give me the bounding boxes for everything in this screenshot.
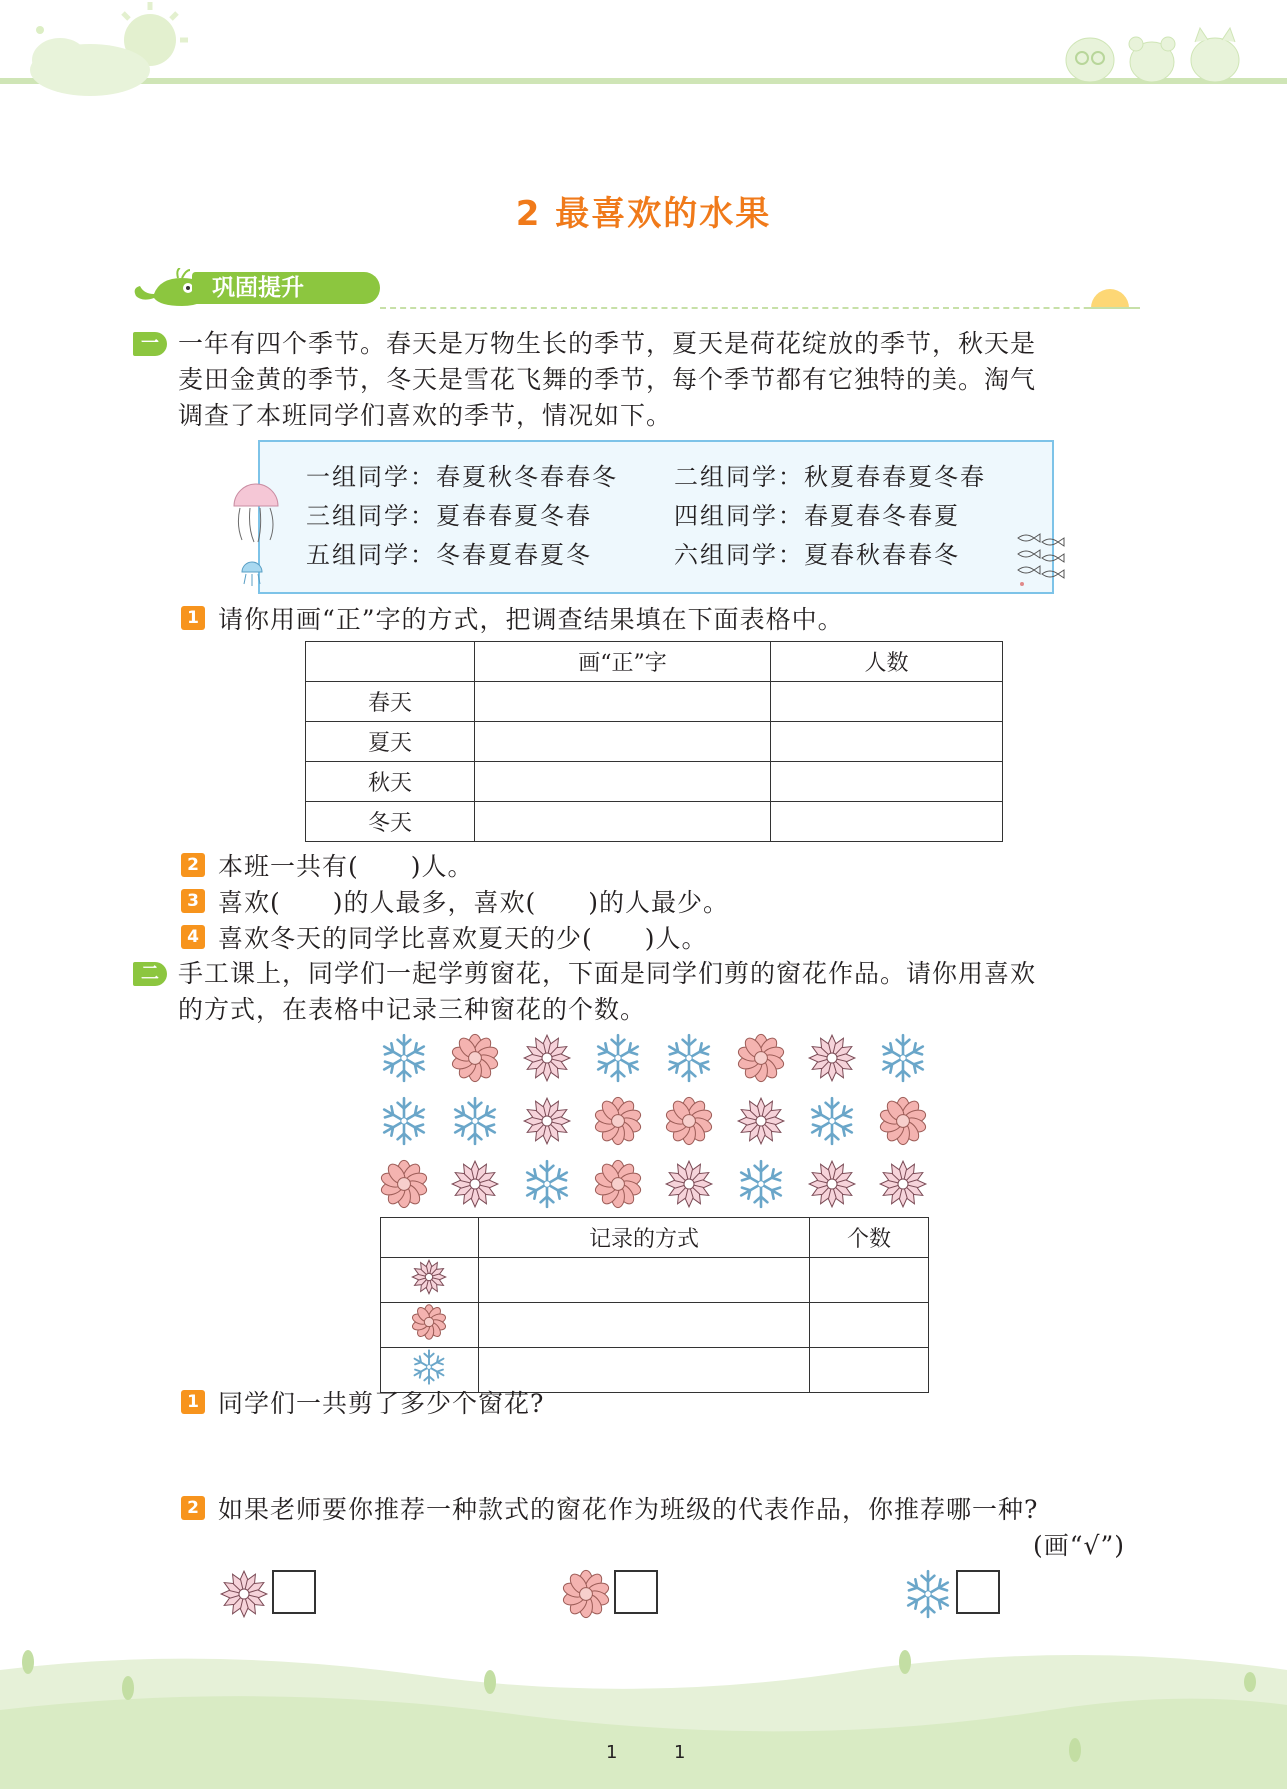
- recommend-star-checkbox[interactable]: [272, 1570, 316, 1614]
- count-cell[interactable]: [771, 802, 1003, 842]
- snowflake-paper-cut-icon: [410, 1348, 450, 1386]
- petal-paper-cut-icon: [410, 1303, 450, 1341]
- star-paper-cut-icon: [663, 1158, 715, 1210]
- question-number-badge: 2: [181, 1496, 205, 1520]
- snowflake-paper-cut-icon: [521, 1158, 573, 1210]
- part-two-marker: 二: [133, 962, 167, 986]
- question-number-badge: 4: [181, 925, 205, 949]
- star-paper-cut-icon: [521, 1095, 573, 1147]
- table-header-count: 个数: [810, 1218, 929, 1258]
- count-cell[interactable]: [771, 722, 1003, 762]
- sunset-icon: [1085, 280, 1135, 312]
- star-paper-cut-icon: [218, 1568, 270, 1620]
- animal-faces-decoration: [1060, 20, 1260, 90]
- snowflake-paper-cut-icon: [449, 1095, 501, 1147]
- survey-results-box: [258, 440, 1054, 594]
- survey-group-5: 五组同学：冬春夏春夏冬: [306, 541, 592, 569]
- table-row: [381, 1258, 929, 1303]
- snowflake-paper-cut-icon: [877, 1032, 929, 1084]
- petal-paper-cut-icon: [735, 1032, 787, 1084]
- season-label: 春天: [306, 682, 475, 722]
- question-number-badge: 3: [181, 889, 205, 913]
- survey-group-1: 一组同学：春夏秋冬春春冬: [306, 463, 618, 491]
- table-row: [306, 762, 1003, 802]
- tally-cell[interactable]: [475, 802, 771, 842]
- table-header-blank: [381, 1218, 479, 1258]
- question-4-text: 喜欢冬天的同学比喜欢夏天的少( )人。: [218, 924, 708, 953]
- footer-hills-decoration: [0, 1640, 1287, 1789]
- tally-cell[interactable]: [475, 722, 771, 762]
- snowflake-paper-cut-icon: [806, 1095, 858, 1147]
- question-3-text: 喜欢( )的人最多，喜欢( )的人最少。: [218, 888, 730, 917]
- paper-cut-question-1: 同学们一共剪了多少个窗花?: [218, 1389, 545, 1418]
- part-one-marker: 一: [133, 332, 167, 356]
- paper-cut-record-table: [380, 1217, 929, 1393]
- snowflake-paper-cut-icon: [592, 1032, 644, 1084]
- check-mark-hint: (画“√”): [1033, 1531, 1125, 1560]
- count-cell[interactable]: [810, 1348, 929, 1393]
- snowflake-paper-cut-icon: [378, 1095, 430, 1147]
- paper-cut-question-2: 如果老师要你推荐一种款式的窗花作为班级的代表作品，你推荐哪一种?: [218, 1495, 1039, 1524]
- table-header-tally: 画“正”字: [475, 642, 771, 682]
- count-cell[interactable]: [810, 1303, 929, 1348]
- tally-cell[interactable]: [475, 682, 771, 722]
- table-row: [306, 722, 1003, 762]
- question-number-badge: 1: [181, 606, 205, 630]
- method-cell[interactable]: [479, 1258, 810, 1303]
- snowflake-paper-cut-icon: [735, 1158, 787, 1210]
- count-cell[interactable]: [771, 762, 1003, 802]
- question-number-badge: 1: [181, 1390, 205, 1414]
- count-cell[interactable]: [810, 1258, 929, 1303]
- table-header-count: 人数: [771, 642, 1003, 682]
- star-paper-cut-icon: [877, 1158, 929, 1210]
- table-header-blank: [306, 642, 475, 682]
- star-paper-cut-icon: [735, 1095, 787, 1147]
- star-paper-cut-icon: [521, 1032, 573, 1084]
- sun-cloud-decoration: [0, 0, 220, 110]
- petal-paper-cut-icon: [877, 1095, 929, 1147]
- snowflake-paper-cut-icon: [378, 1032, 430, 1084]
- petal-paper-cut-icon: [592, 1095, 644, 1147]
- paragraph-line: 调查了本班同学们喜欢的季节，情况如下。: [178, 401, 673, 430]
- part-two-paragraph: [178, 956, 1138, 1028]
- table-row: [381, 1303, 929, 1348]
- petal-paper-cut-icon: [378, 1158, 430, 1210]
- survey-group-3: 三组同学：夏春春夏冬春: [306, 502, 592, 530]
- petal-paper-cut-icon: [560, 1568, 612, 1620]
- star-paper-cut-icon: [806, 1158, 858, 1210]
- question-1-text: 请你用画“正”字的方式，把调查结果填在下面表格中。: [218, 605, 844, 634]
- recommend-snowflake-checkbox[interactable]: [956, 1570, 1000, 1614]
- petal-paper-cut-icon: [592, 1158, 644, 1210]
- row-icon-cell: [381, 1303, 479, 1348]
- fish-school-icon: [1012, 532, 1082, 594]
- petal-paper-cut-icon: [663, 1095, 715, 1147]
- paragraph-line: 一年有四个季节。春天是万物生长的季节，夏天是荷花绽放的季节，秋天是: [178, 329, 1037, 358]
- section-label-text: 巩固提升: [192, 272, 380, 304]
- survey-group-2: 二组同学：秋夏春春夏冬春: [674, 463, 986, 491]
- jellyfish-icon: [228, 480, 288, 590]
- count-cell[interactable]: [771, 682, 1003, 722]
- table-row: [306, 682, 1003, 722]
- table-header-method: 记录的方式: [479, 1218, 810, 1258]
- survey-group-6: 六组同学：夏春秋春春冬: [674, 541, 960, 569]
- section-divider: [380, 307, 1140, 311]
- question-number-badge: 2: [181, 853, 205, 877]
- season-label: 冬天: [306, 802, 475, 842]
- paragraph-line: 麦田金黄的季节，冬天是雪花飞舞的季节，每个季节都有它独特的美。淘气: [178, 365, 1037, 394]
- star-paper-cut-icon: [410, 1258, 450, 1296]
- star-paper-cut-icon: [806, 1032, 858, 1084]
- season-label: 秋天: [306, 762, 475, 802]
- tally-cell[interactable]: [475, 762, 771, 802]
- season-label: 夏天: [306, 722, 475, 762]
- snowflake-paper-cut-icon: [663, 1032, 715, 1084]
- recommend-petal-checkbox[interactable]: [614, 1570, 658, 1614]
- survey-group-4: 四组同学：春夏春冬春夏: [674, 502, 960, 530]
- season-tally-table: [305, 641, 1003, 842]
- row-icon-cell: [381, 1258, 479, 1303]
- table-row: [306, 802, 1003, 842]
- snowflake-paper-cut-icon: [902, 1568, 954, 1620]
- paragraph-line: 的方式，在表格中记录三种窗花的个数。: [178, 995, 647, 1024]
- petal-paper-cut-icon: [449, 1032, 501, 1084]
- page-number-right: 1: [674, 1742, 686, 1763]
- page-number-left: 1: [606, 1742, 618, 1763]
- part-one-paragraph: [178, 326, 1138, 434]
- question-2-text: 本班一共有( )人。: [218, 852, 474, 881]
- page-title: 2 最喜欢的水果: [515, 194, 772, 234]
- star-paper-cut-icon: [449, 1158, 501, 1210]
- paragraph-line: 手工课上，同学们一起学剪窗花，下面是同学们剪的窗花作品。请你用喜欢: [178, 959, 1037, 988]
- method-cell[interactable]: [479, 1303, 810, 1348]
